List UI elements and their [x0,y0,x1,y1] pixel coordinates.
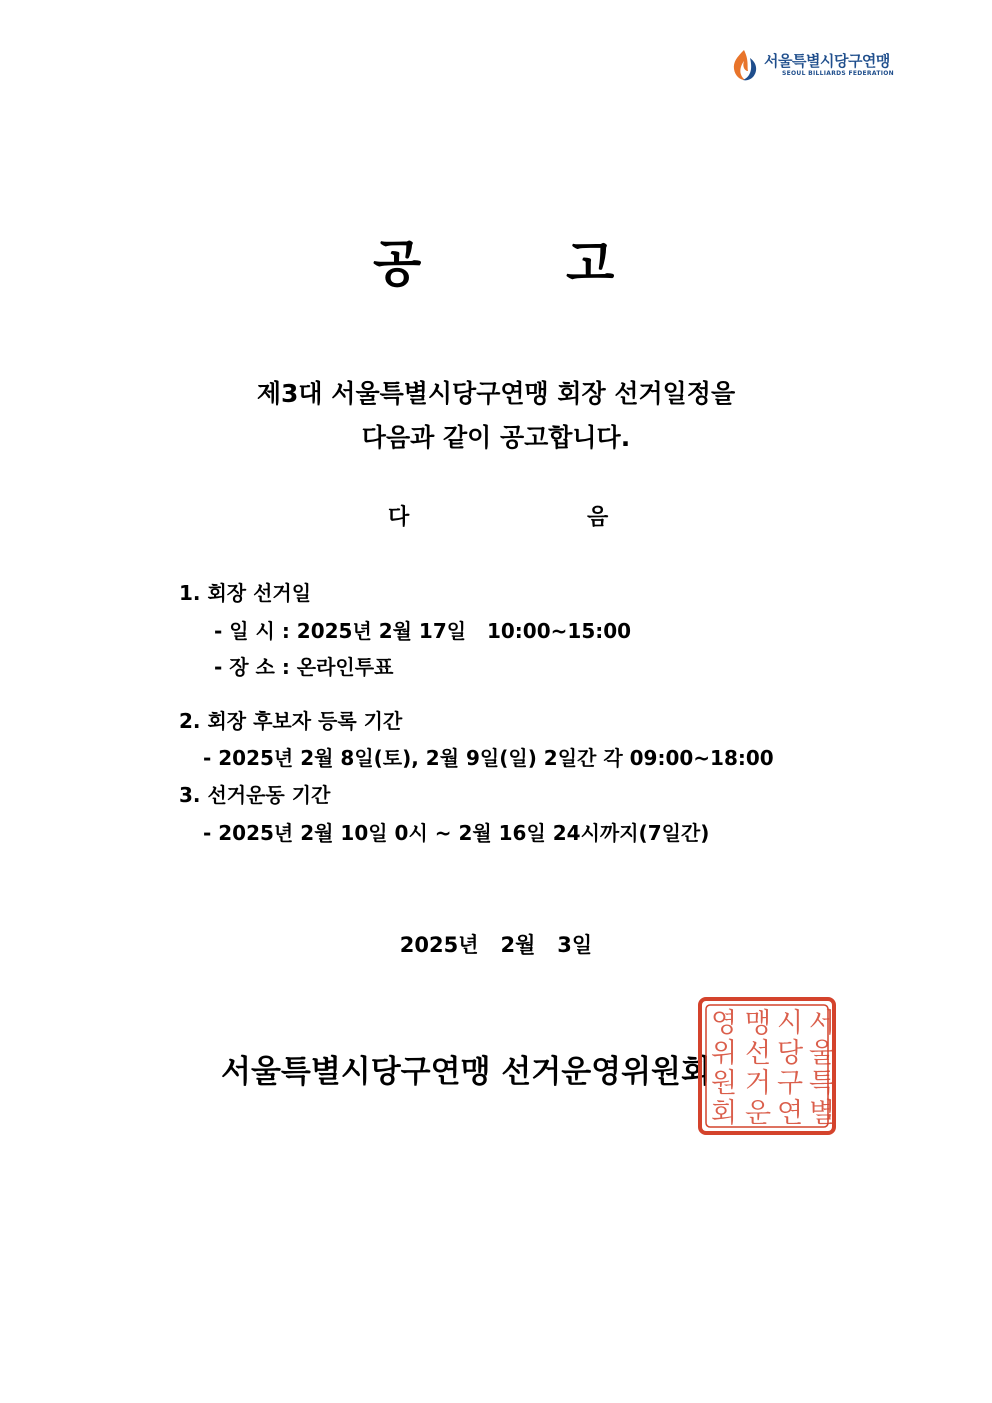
item-1-datetime: - 일 시 : 2025년 2월 17일 10:00~15:00 [214,619,632,643]
svg-text:시: 시 [777,1008,804,1039]
notice-title [0,232,992,296]
svg-text:당: 당 [777,1038,804,1069]
svg-text:위: 위 [711,1038,738,1069]
svg-text:구: 구 [777,1068,804,1099]
svg-text:원: 원 [711,1068,738,1099]
notice-date: 2025년 2월 3일 [399,933,593,957]
daeum-heading [0,500,992,536]
committee-signature: 서울특별시당구연맹 선거운영위원회 [221,1054,711,1090]
item-3-heading: 3. 선거운동 기간 [179,783,331,807]
notice-intro [0,372,992,460]
item-1-heading: 1. 회장 선거일 [179,581,312,605]
official-seal [697,996,837,1136]
svg-text:선: 선 [745,1038,772,1069]
title-char-go: 고 [566,235,615,293]
item-1-place: - 장 소 : 온라인투표 [214,655,394,679]
logo-name-korean: 서울특별시당구연맹 [764,52,890,70]
svg-text:거: 거 [745,1068,772,1099]
flame-logo-icon [728,48,760,82]
svg-text:특: 특 [809,1068,836,1099]
intro-line-1: 제3대 서울특별시당구연맹 회장 선거일정을 [256,379,736,408]
svg-text:운: 운 [745,1098,772,1129]
item-2-period: - 2025년 2월 8일(토), 2월 9일(일) 2일간 각 09:00~18:00 [203,746,774,770]
logo-name-english: SEOUL BILLIARDS FEDERATION [782,70,894,77]
svg-text:서: 서 [809,1008,836,1039]
svg-text:연: 연 [777,1098,804,1129]
intro-line-2: 다음과 같이 공고합니다. [361,423,631,452]
svg-text:맹: 맹 [745,1008,772,1039]
item-3-period: - 2025년 2월 10일 0시 ~ 2월 16일 24시까지(7일간) [203,821,710,845]
daeum-char-da: 다 [388,505,410,530]
svg-text:회: 회 [711,1098,738,1129]
svg-text:영: 영 [711,1008,738,1039]
title-char-gong: 공 [373,235,422,293]
svg-text:별: 별 [809,1098,836,1129]
item-2-heading: 2. 회장 후보자 등록 기간 [179,709,403,733]
svg-text:울: 울 [809,1038,836,1069]
daeum-char-eum: 음 [587,505,609,530]
federation-logo [728,46,908,82]
